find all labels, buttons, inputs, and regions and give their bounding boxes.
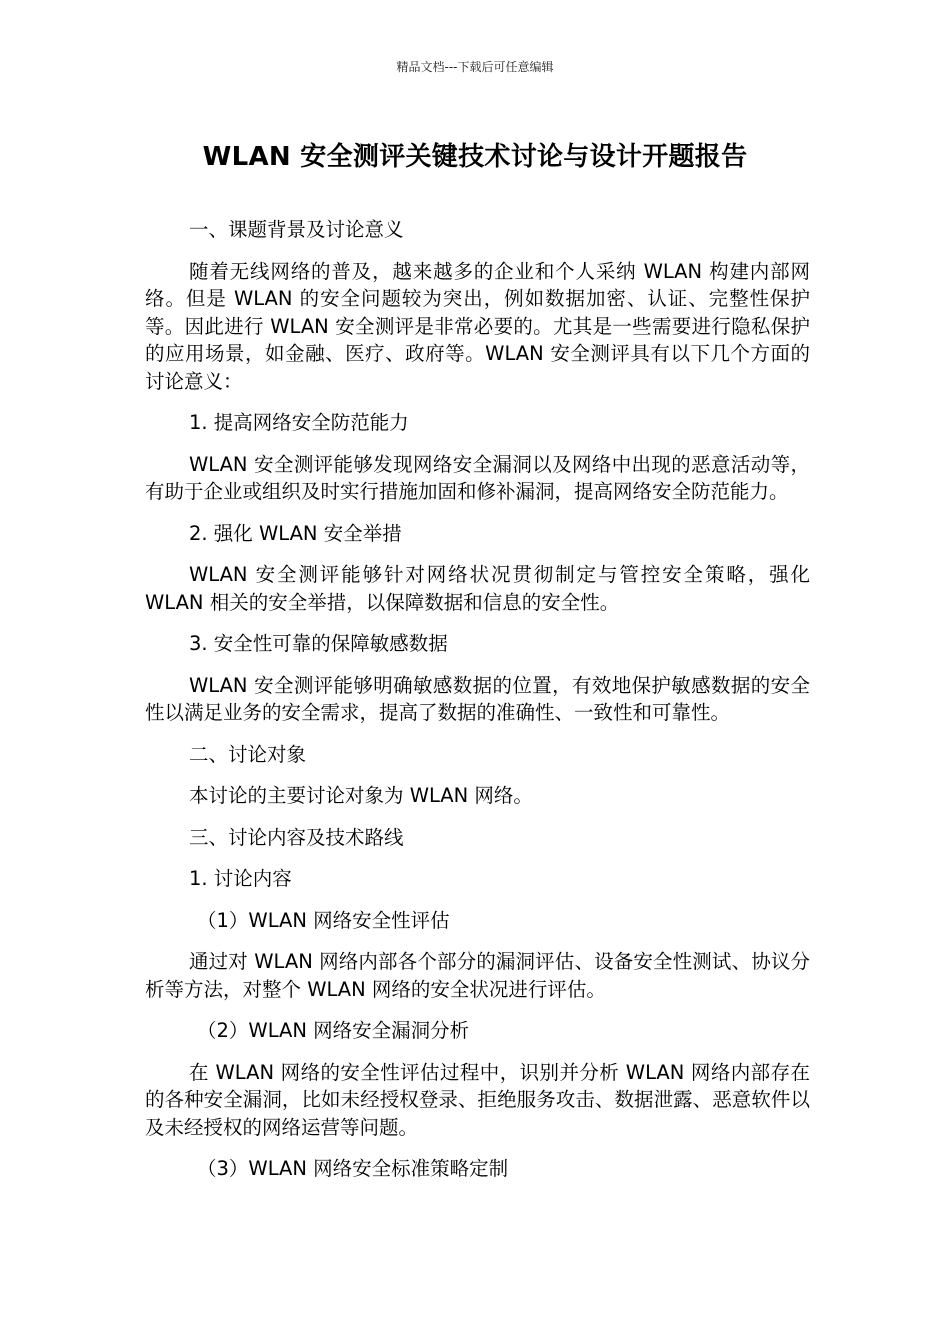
paragraph: WLAN 安全测评能够明确敏感数据的位置，有效地保护敏感数据的安全性以满足业务的安全需求，提高了数据的准确性、一致性和可靠性。 xyxy=(145,673,810,724)
subsection-heading: 1. 讨论内容 xyxy=(189,867,292,890)
page-header: 精品文档---下载后可任意编辑 xyxy=(396,60,554,74)
paragraph: 随着无线网络的普及，越来越多的企业和个人采纳 WLAN 构建内部网络。但是 WLAN 的安全问题较为突出，例如数据加密、认证、完整性保护等。因此进行 WLAN 安全测评是非常必要的。尤其是一些需要进行隐私保护的应用场景，如金融、医疗、政府等。WLAN 安全测评具有以下几个方面的讨论意义： xyxy=(145,259,810,393)
paragraph: 本讨论的主要讨论对象为 WLAN 网络。 xyxy=(189,784,533,807)
subsection-heading: 2. 强化 WLAN 安全举措 xyxy=(189,521,402,545)
document-title: WLAN 安全测评关键技术讨论与设计开题报告 xyxy=(202,142,748,172)
paragraph: WLAN 安全测评能够针对网络状况贯彻制定与管控安全策略，强化 WLAN 相关的安全举措，以保障数据和信息的安全性。 xyxy=(145,563,810,614)
section-heading: 三、讨论内容及技术路线 xyxy=(189,825,404,849)
subsection-heading: 3. 安全性可靠的保障敏感数据 xyxy=(189,632,448,655)
paragraph: WLAN 安全测评能够发现网络安全漏洞以及网络中出现的恶意活动等，有助于企业或组织及时实行措施加固和修补漏洞，提高网络安全防范能力。 xyxy=(145,452,810,503)
item-heading: （1）WLAN 网络安全性评估 xyxy=(197,908,450,932)
paragraph: 在 WLAN 网络的安全性评估过程中，识别并分析 WLAN 网络内部存在的各种安全漏洞，比如未经授权登录、拒绝服务攻击、数据泄露、恶意软件以及未经授权的网络运营等问题。 xyxy=(145,1060,810,1139)
section-heading: 一、课题背景及讨论意义 xyxy=(189,218,404,241)
section-heading: 二、讨论对象 xyxy=(189,742,307,766)
subsection-heading: 1. 提高网络安全防范能力 xyxy=(189,411,409,434)
document-body xyxy=(145,216,810,1197)
paragraph: 通过对 WLAN 网络内部各个部分的漏洞评估、设备安全性测试、协议分析等方法，对整个 WLAN 网络的安全状况进行评估。 xyxy=(145,950,810,1001)
item-heading: （2）WLAN 网络安全漏洞分析 xyxy=(197,1019,470,1042)
item-heading: （3）WLAN 网络安全标准策略定制 xyxy=(197,1157,509,1180)
